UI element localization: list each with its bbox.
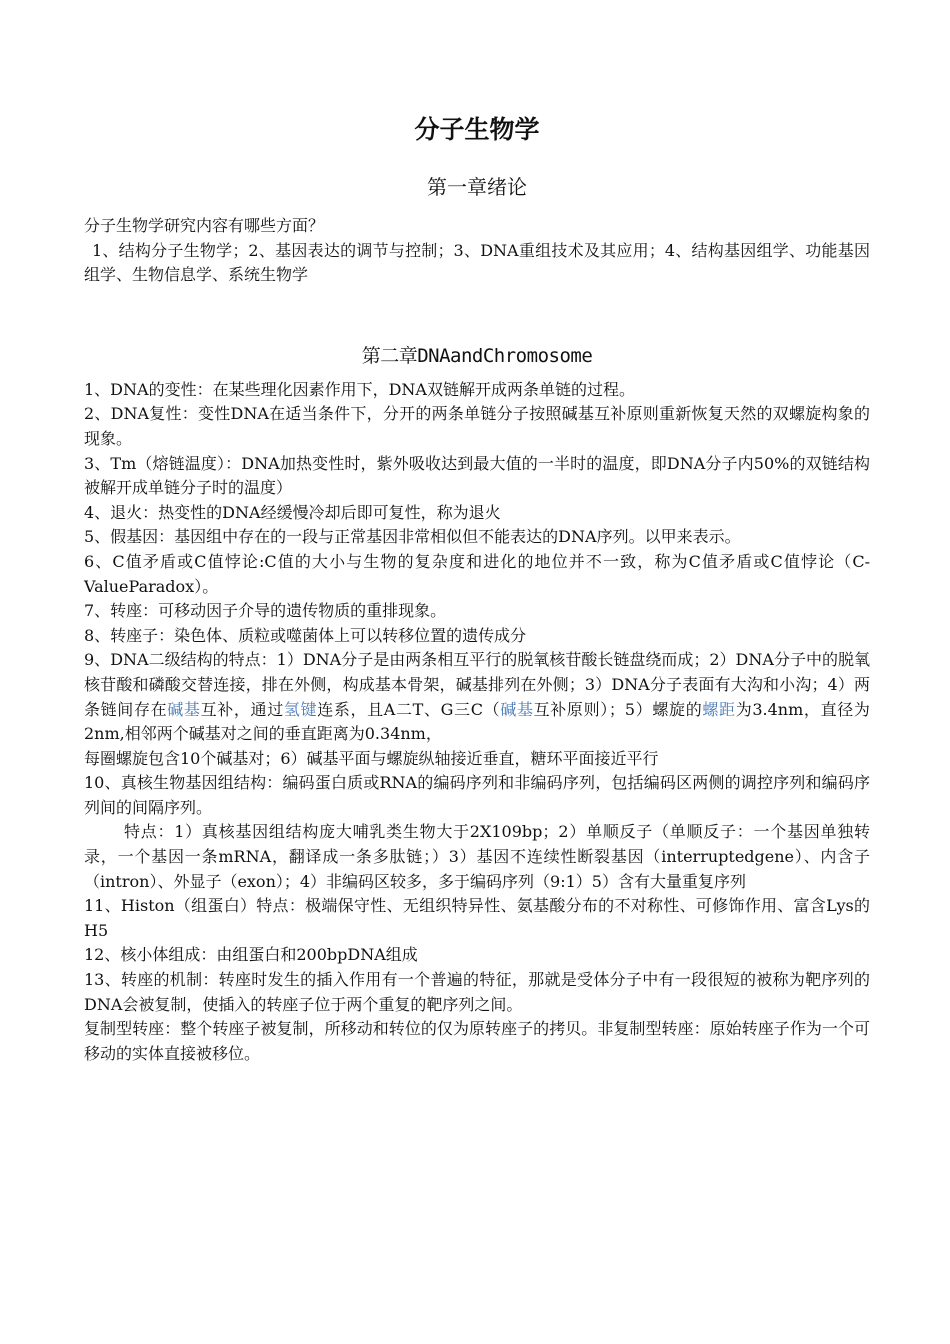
item-nucleosome: 12、核小体组成：由组蛋白和200bpDNA组成 — [84, 945, 418, 965]
link-base[interactable]: 碱基 — [167, 699, 201, 719]
item-annealing: 4、退火：热变性的DNA经缓慢冷却后即可复性，称为退火 — [84, 502, 501, 522]
item-dna-secondary-structure: 9、DNA二级结构的特点：1）DNA分子是由两条相互平行的脱氧核苷酸长链盘绕而成；2）DNA分子中的脱氧核苷酸和磷酸交替连接，排在外侧，构成基本骨架，碱基排列在外侧；3）DNA分子表面有大沟和小沟；4）两条链间存在碱基互补，通过氢键连系，且A二T、G三C（碱基互补原则）；5）螺旋的螺距为3.4nm，直径为2nm,相邻两个碱基对之间的垂直距离为0.34nm， — [84, 650, 870, 744]
chapter1-question: 分子生物学研究内容有哪些方面？ — [84, 216, 325, 235]
item-transposition-mechanism: 13、转座的机制：转座时发生的插入作用有一个普遍的特征，那就是受体分子中有一段很短的被称为靶序列的DNA会被复制，使插入的转座子位于两个重复的靶序列之间。 — [84, 970, 870, 1014]
link-pitch[interactable]: 螺距 — [702, 699, 736, 719]
item-c-value-paradox: 6、C值矛盾或C值悖论:C值的大小与生物的复杂度和进化的地位并不一致，称为C值矛盾或C值悖论（C-ValueParadox）。 — [84, 551, 870, 596]
item-eukaryotic-genome-features: 特点：1）真核基因组结构庞大哺乳类生物大于2X109bp；2）单顺反子（单顺反子：一个基因单独转录，一个基因一条mRNA，翻译成一条多肽链；）3）基因不连续性断裂基因（interruptedgene）、内含子（intron）、外显子（exon）；4）非编码区较多，多于编码序列（9:1）5）含有大量重复序列 — [84, 822, 870, 891]
chapter2-body — [84, 378, 870, 1067]
link-base-2[interactable]: 碱基 — [500, 699, 534, 719]
item-tm: 3、Tm（熔链温度）：DNA加热变性时，紫外吸收达到最大值的一半时的温度，即DNA分子内50%的双链结构被解开成单链分子时的温度） — [84, 453, 870, 498]
item-renaturation: 2、DNA复性：变性DNA在适当条件下，分开的两条单链分子按照碱基互补原则重新恢复天然的双螺旋构象的现象。 — [84, 404, 870, 448]
item-pseudogene: 5、假基因：基因组中存在的一段与正常基因非常相似但不能表达的DNA序列。以甲来表示。 — [84, 527, 741, 547]
item-eukaryotic-genome: 10、真核生物基因组结构：编码蛋白质或RNA的编码序列和非编码序列，包括编码区两侧的调控序列和编码序列间的间隔序列。 — [84, 773, 870, 817]
item-histone: 11、Histon（组蛋白）特点：极端保守性、无组织特异性、氨基酸分布的不对称性、可修饰作用、富含Lys的H5 — [84, 896, 870, 940]
item-denaturation: 1、DNA的变性：在某些理化因素作用下，DNA双链解开成两条单链的过程。 — [84, 379, 635, 399]
item-transposition: 7、转座：可移动因子介导的遗传物质的重排现象。 — [84, 601, 447, 621]
document-title: 分子生物学 — [414, 115, 540, 144]
document-page — [84, 112, 870, 1066]
item-transposon: 8、转座子：染色体、质粒或噬菌体上可以转移位置的遗传成分 — [84, 625, 527, 645]
chapter1-answer: 1、结构分子生物学；2、基因表达的调节与控制；3、DNA重组技术及其应用；4、结构基因组学、功能基因组学、生物信息学、系统生物学 — [84, 240, 870, 285]
item-dna-secondary-structure-cont: 每圈螺旋包含10个碱基对；6）碱基平面与螺旋纵轴接近垂直，糖环平面接近平行 — [84, 748, 659, 768]
chapter1-heading: 第一章绪论 — [427, 175, 527, 199]
item-replicative-transposition: 复制型转座：整个转座子被复制，所移动和转位的仅为原转座子的拷贝。非复制型转座：原始转座子作为一个可移动的实体直接被移位。 — [84, 1019, 870, 1063]
link-hydrogen-bond[interactable]: 氢键 — [283, 699, 318, 719]
chapter2-heading: 第二章DNAandChromosome — [361, 344, 593, 367]
